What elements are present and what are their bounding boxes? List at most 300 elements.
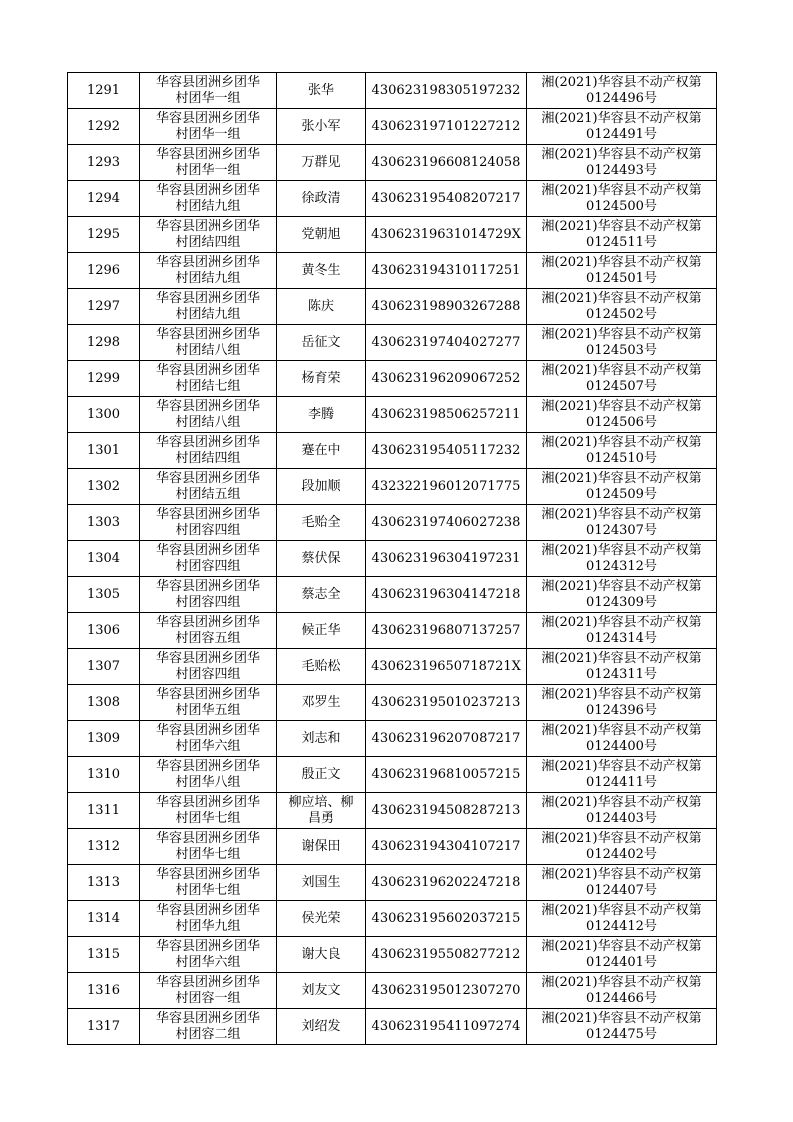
table-row	[68, 361, 717, 397]
cell-address-line: 华容县团洲乡团华	[155, 650, 260, 666]
cell-address	[140, 973, 277, 1009]
cell-number: 1300	[68, 397, 140, 433]
cell-number: 1305	[68, 577, 140, 613]
cell-address-line: 村团华八组	[175, 774, 241, 790]
cell-address	[140, 937, 277, 973]
table-row	[68, 433, 717, 469]
cell-certificate-number-line: 0124396号	[586, 702, 657, 718]
cell-address	[140, 721, 277, 757]
cell-id-number: 430623196807137257	[366, 613, 527, 649]
cell-owner-name-line: 段加顺	[301, 478, 341, 494]
cell-address	[140, 217, 277, 253]
cell-number: 1311	[68, 793, 140, 829]
cell-address-line: 村团华五组	[175, 702, 241, 718]
cell-address-line: 村团华七组	[175, 882, 241, 898]
cell-id-number: 430623195508277212	[366, 937, 527, 973]
cell-id-number: 430623196810057215	[366, 757, 527, 793]
cell-id-number: 430623197406027238	[366, 505, 527, 541]
cell-address-line: 村团结九组	[175, 306, 241, 322]
cell-owner-name	[277, 109, 366, 145]
cell-certificate-number-line: 0124307号	[586, 522, 657, 538]
cell-id-number: 430623196304197231	[366, 541, 527, 577]
cell-number: 1314	[68, 901, 140, 937]
cell-certificate-number-line: 湘(2021)华容县不动产权第	[541, 830, 702, 846]
cell-certificate-number	[527, 793, 717, 829]
cell-number: 1294	[68, 181, 140, 217]
cell-certificate-number-line: 0124311号	[586, 666, 657, 682]
cell-certificate-number-line: 湘(2021)华容县不动产权第	[541, 578, 702, 594]
cell-number: 1291	[68, 73, 140, 109]
cell-address-line: 华容县团洲乡团华	[155, 758, 260, 774]
cell-id-number: 430623196202247218	[366, 865, 527, 901]
cell-address-line: 村团容四组	[175, 594, 241, 610]
cell-owner-name	[277, 541, 366, 577]
cell-certificate-number-line: 湘(2021)华容县不动产权第	[541, 506, 702, 522]
cell-certificate-number-line: 0124312号	[586, 558, 657, 574]
cell-id-number: 430623196207087217	[366, 721, 527, 757]
cell-id-number: 43062319650718721X	[366, 649, 527, 685]
cell-address-line: 华容县团洲乡团华	[155, 470, 260, 486]
cell-certificate-number-line: 湘(2021)华容县不动产权第	[541, 434, 702, 450]
cell-number: 1309	[68, 721, 140, 757]
cell-address	[140, 865, 277, 901]
cell-certificate-number	[527, 145, 717, 181]
table-row	[68, 289, 717, 325]
cell-address	[140, 145, 277, 181]
cell-certificate-number	[527, 829, 717, 865]
cell-id-number: 430623198305197232	[366, 73, 527, 109]
cell-certificate-number	[527, 541, 717, 577]
cell-address	[140, 829, 277, 865]
cell-owner-name-line: 蔡志全	[301, 586, 341, 602]
cell-certificate-number	[527, 433, 717, 469]
cell-number: 1292	[68, 109, 140, 145]
cell-id-number: 432322196012071775	[366, 469, 527, 505]
cell-owner-name-line: 张华	[307, 82, 334, 98]
cell-address-line: 村团结九组	[175, 270, 241, 286]
table-row	[68, 397, 717, 433]
cell-number: 1308	[68, 685, 140, 721]
cell-id-number: 43062319631014729X	[366, 217, 527, 253]
cell-address-line: 华容县团洲乡团华	[155, 938, 260, 954]
table-row	[68, 757, 717, 793]
cell-address-line: 村团华七组	[175, 810, 241, 826]
cell-address-line: 华容县团洲乡团华	[155, 398, 260, 414]
cell-certificate-number-line: 0124493号	[586, 162, 657, 178]
cell-owner-name-line: 刘志和	[301, 730, 341, 746]
cell-owner-name-line: 岳征文	[301, 334, 341, 350]
cell-number: 1302	[68, 469, 140, 505]
cell-owner-name	[277, 325, 366, 361]
cell-address	[140, 577, 277, 613]
cell-address-line: 村团华一组	[175, 162, 241, 178]
cell-owner-name-line: 邓罗生	[301, 694, 341, 710]
cell-owner-name-line: 柳应培、柳	[288, 794, 354, 810]
cell-address-line: 村团华六组	[175, 738, 241, 754]
cell-owner-name	[277, 829, 366, 865]
property-rights-table	[67, 72, 717, 1045]
cell-address	[140, 433, 277, 469]
cell-certificate-number	[527, 1009, 717, 1045]
cell-certificate-number	[527, 109, 717, 145]
cell-certificate-number-line: 0124475号	[586, 1026, 657, 1042]
cell-owner-name	[277, 685, 366, 721]
cell-owner-name	[277, 181, 366, 217]
cell-address	[140, 793, 277, 829]
cell-certificate-number	[527, 865, 717, 901]
cell-number: 1306	[68, 613, 140, 649]
cell-owner-name-line: 黄冬生	[301, 262, 341, 278]
cell-certificate-number-line: 0124412号	[586, 918, 657, 934]
table-row	[68, 865, 717, 901]
cell-certificate-number-line: 0124503号	[586, 342, 657, 358]
cell-address-line: 华容县团洲乡团华	[155, 434, 260, 450]
cell-certificate-number-line: 湘(2021)华容县不动产权第	[541, 290, 702, 306]
cell-address-line: 华容县团洲乡团华	[155, 830, 260, 846]
cell-id-number: 430623195405117232	[366, 433, 527, 469]
cell-owner-name	[277, 793, 366, 829]
cell-certificate-number	[527, 469, 717, 505]
cell-certificate-number-line: 0124402号	[586, 846, 657, 862]
cell-address-line: 村团华一组	[175, 90, 241, 106]
cell-id-number: 430623195012307270	[366, 973, 527, 1009]
cell-number: 1307	[68, 649, 140, 685]
cell-certificate-number-line: 0124509号	[586, 486, 657, 502]
cell-certificate-number-line: 湘(2021)华容县不动产权第	[541, 74, 702, 90]
cell-address-line: 村团容四组	[175, 666, 241, 682]
cell-id-number: 430623195602037215	[366, 901, 527, 937]
cell-id-number: 430623197404027277	[366, 325, 527, 361]
cell-certificate-number-line: 湘(2021)华容县不动产权第	[541, 542, 702, 558]
cell-certificate-number-line: 湘(2021)华容县不动产权第	[541, 470, 702, 486]
table-row	[68, 505, 717, 541]
cell-certificate-number	[527, 613, 717, 649]
cell-number: 1298	[68, 325, 140, 361]
cell-address-line: 华容县团洲乡团华	[155, 902, 260, 918]
cell-certificate-number-line: 湘(2021)华容县不动产权第	[541, 722, 702, 738]
cell-certificate-number-line: 湘(2021)华容县不动产权第	[541, 182, 702, 198]
cell-address-line: 华容县团洲乡团华	[155, 182, 260, 198]
cell-id-number: 430623195010237213	[366, 685, 527, 721]
cell-owner-name-line: 蹇在中	[301, 442, 341, 458]
cell-id-number: 430623194310117251	[366, 253, 527, 289]
cell-owner-name	[277, 397, 366, 433]
cell-certificate-number	[527, 217, 717, 253]
cell-certificate-number-line: 0124491号	[586, 126, 657, 142]
table-row	[68, 73, 717, 109]
cell-address-line: 华容县团洲乡团华	[155, 866, 260, 882]
cell-owner-name	[277, 469, 366, 505]
cell-owner-name-line: 刘友文	[301, 982, 341, 998]
cell-certificate-number	[527, 505, 717, 541]
cell-address	[140, 649, 277, 685]
cell-address	[140, 469, 277, 505]
cell-address-line: 华容县团洲乡团华	[155, 686, 260, 702]
cell-certificate-number	[527, 253, 717, 289]
cell-id-number: 430623195411097274	[366, 1009, 527, 1045]
cell-number: 1304	[68, 541, 140, 577]
cell-certificate-number-line: 0124403号	[586, 810, 657, 826]
cell-certificate-number	[527, 901, 717, 937]
cell-address	[140, 253, 277, 289]
cell-address	[140, 109, 277, 145]
cell-address	[140, 1009, 277, 1045]
cell-address	[140, 289, 277, 325]
cell-owner-name	[277, 937, 366, 973]
cell-certificate-number-line: 湘(2021)华容县不动产权第	[541, 146, 702, 162]
cell-owner-name-line: 张小军	[301, 118, 341, 134]
cell-certificate-number-line: 0124502号	[586, 306, 657, 322]
cell-owner-name	[277, 757, 366, 793]
cell-number: 1315	[68, 937, 140, 973]
table-row	[68, 253, 717, 289]
cell-address-line: 村团华九组	[175, 918, 241, 934]
cell-certificate-number-line: 0124511号	[586, 234, 657, 250]
cell-certificate-number-line: 湘(2021)华容县不动产权第	[541, 866, 702, 882]
table-row	[68, 217, 717, 253]
cell-owner-name-line: 谢保田	[301, 838, 341, 854]
cell-certificate-number-line: 湘(2021)华容县不动产权第	[541, 326, 702, 342]
cell-certificate-number-line: 0124400号	[586, 738, 657, 754]
cell-certificate-number	[527, 289, 717, 325]
cell-owner-name-line: 侯光荣	[301, 910, 341, 926]
cell-address	[140, 613, 277, 649]
cell-number: 1299	[68, 361, 140, 397]
cell-owner-name	[277, 73, 366, 109]
table-row	[68, 145, 717, 181]
cell-address-line: 华容县团洲乡团华	[155, 290, 260, 306]
cell-address-line: 村团结八组	[175, 342, 241, 358]
cell-certificate-number-line: 0124510号	[586, 450, 657, 466]
cell-address-line: 村团华一组	[175, 126, 241, 142]
cell-address-line: 华容县团洲乡团华	[155, 110, 260, 126]
cell-id-number: 430623194304107217	[366, 829, 527, 865]
cell-owner-name-line: 昌勇	[307, 810, 334, 826]
cell-address-line: 华容县团洲乡团华	[155, 326, 260, 342]
cell-address-line: 华容县团洲乡团华	[155, 614, 260, 630]
cell-address	[140, 541, 277, 577]
cell-owner-name	[277, 613, 366, 649]
cell-certificate-number-line: 0124500号	[586, 198, 657, 214]
cell-certificate-number	[527, 721, 717, 757]
cell-owner-name	[277, 577, 366, 613]
cell-id-number: 430623194508287213	[366, 793, 527, 829]
cell-certificate-number-line: 0124466号	[586, 990, 657, 1006]
table-row	[68, 577, 717, 613]
table-row	[68, 649, 717, 685]
table-row	[68, 1009, 717, 1045]
cell-address-line: 华容县团洲乡团华	[155, 146, 260, 162]
cell-address	[140, 361, 277, 397]
cell-owner-name	[277, 433, 366, 469]
cell-address-line: 华容县团洲乡团华	[155, 722, 260, 738]
cell-certificate-number-line: 湘(2021)华容县不动产权第	[541, 254, 702, 270]
cell-owner-name	[277, 649, 366, 685]
cell-number: 1301	[68, 433, 140, 469]
cell-certificate-number-line: 湘(2021)华容县不动产权第	[541, 650, 702, 666]
cell-address	[140, 505, 277, 541]
cell-address-line: 华容县团洲乡团华	[155, 218, 260, 234]
cell-certificate-number-line: 湘(2021)华容县不动产权第	[541, 110, 702, 126]
cell-certificate-number-line: 0124507号	[586, 378, 657, 394]
cell-certificate-number	[527, 361, 717, 397]
cell-address-line: 华容县团洲乡团华	[155, 974, 260, 990]
cell-address	[140, 757, 277, 793]
cell-id-number: 430623198903267288	[366, 289, 527, 325]
cell-owner-name	[277, 721, 366, 757]
table-row	[68, 829, 717, 865]
cell-address	[140, 397, 277, 433]
cell-address-line: 村团结八组	[175, 414, 241, 430]
cell-owner-name-line: 谢大良	[301, 946, 341, 962]
cell-certificate-number	[527, 973, 717, 1009]
cell-address	[140, 73, 277, 109]
table-body	[68, 73, 717, 1045]
cell-address-line: 华容县团洲乡团华	[155, 794, 260, 810]
cell-owner-name	[277, 901, 366, 937]
table-row	[68, 325, 717, 361]
cell-number: 1316	[68, 973, 140, 1009]
cell-certificate-number-line: 0124314号	[586, 630, 657, 646]
cell-address-line: 村团容五组	[175, 630, 241, 646]
cell-owner-name	[277, 289, 366, 325]
cell-certificate-number-line: 湘(2021)华容县不动产权第	[541, 902, 702, 918]
cell-address-line: 华容县团洲乡团华	[155, 1010, 260, 1026]
cell-address-line: 华容县团洲乡团华	[155, 362, 260, 378]
table-row	[68, 541, 717, 577]
cell-owner-name	[277, 505, 366, 541]
cell-address-line: 村团容一组	[175, 990, 241, 1006]
table-row	[68, 181, 717, 217]
cell-certificate-number-line: 0124501号	[586, 270, 657, 286]
cell-address	[140, 901, 277, 937]
cell-address-line: 村团结四组	[175, 450, 241, 466]
cell-id-number: 430623197101227212	[366, 109, 527, 145]
cell-owner-name	[277, 973, 366, 1009]
cell-number: 1313	[68, 865, 140, 901]
cell-address-line: 村团华七组	[175, 846, 241, 862]
table-row	[68, 937, 717, 973]
table-row	[68, 793, 717, 829]
cell-owner-name	[277, 253, 366, 289]
cell-address-line: 华容县团洲乡团华	[155, 542, 260, 558]
cell-owner-name-line: 毛贻松	[301, 658, 341, 674]
cell-owner-name-line: 刘国生	[301, 874, 341, 890]
cell-owner-name-line: 党朝旭	[301, 226, 341, 242]
table-row	[68, 973, 717, 1009]
cell-certificate-number-line: 湘(2021)华容县不动产权第	[541, 218, 702, 234]
cell-certificate-number	[527, 937, 717, 973]
cell-certificate-number-line: 湘(2021)华容县不动产权第	[541, 1010, 702, 1026]
cell-address-line: 村团结九组	[175, 198, 241, 214]
cell-id-number: 430623196304147218	[366, 577, 527, 613]
cell-owner-name	[277, 361, 366, 397]
table-row	[68, 901, 717, 937]
cell-id-number: 430623196209067252	[366, 361, 527, 397]
cell-certificate-number-line: 0124496号	[586, 90, 657, 106]
cell-number: 1295	[68, 217, 140, 253]
cell-certificate-number-line: 0124309号	[586, 594, 657, 610]
cell-address-line: 华容县团洲乡团华	[155, 506, 260, 522]
cell-owner-name-line: 殷正文	[301, 766, 341, 782]
cell-owner-name-line: 李腾	[307, 406, 334, 422]
cell-owner-name-line: 杨育荣	[301, 370, 341, 386]
cell-number: 1310	[68, 757, 140, 793]
cell-certificate-number-line: 湘(2021)华容县不动产权第	[541, 362, 702, 378]
cell-number: 1317	[68, 1009, 140, 1045]
cell-certificate-number	[527, 757, 717, 793]
cell-id-number: 430623196608124058	[366, 145, 527, 181]
cell-address	[140, 181, 277, 217]
table-row	[68, 613, 717, 649]
cell-address-line: 村团结五组	[175, 486, 241, 502]
cell-certificate-number	[527, 181, 717, 217]
cell-owner-name-line: 万群见	[301, 154, 341, 170]
cell-address-line: 村团结七组	[175, 378, 241, 394]
cell-address	[140, 325, 277, 361]
cell-number: 1312	[68, 829, 140, 865]
cell-owner-name-line: 徐政清	[301, 190, 341, 206]
cell-owner-name	[277, 1009, 366, 1045]
cell-certificate-number	[527, 685, 717, 721]
cell-id-number: 430623198506257211	[366, 397, 527, 433]
cell-address-line: 村团容四组	[175, 522, 241, 538]
cell-owner-name	[277, 865, 366, 901]
cell-certificate-number	[527, 397, 717, 433]
cell-address-line: 村团容四组	[175, 558, 241, 574]
cell-certificate-number-line: 0124506号	[586, 414, 657, 430]
cell-owner-name	[277, 145, 366, 181]
cell-certificate-number	[527, 577, 717, 613]
cell-address-line: 华容县团洲乡团华	[155, 254, 260, 270]
cell-number: 1303	[68, 505, 140, 541]
cell-number: 1297	[68, 289, 140, 325]
table-row	[68, 721, 717, 757]
cell-address-line: 村团容二组	[175, 1026, 241, 1042]
cell-address-line: 华容县团洲乡团华	[155, 578, 260, 594]
cell-certificate-number-line: 0124407号	[586, 882, 657, 898]
cell-address-line: 华容县团洲乡团华	[155, 74, 260, 90]
cell-certificate-number-line: 湘(2021)华容县不动产权第	[541, 614, 702, 630]
cell-certificate-number	[527, 649, 717, 685]
cell-owner-name-line: 陈庆	[307, 298, 334, 314]
table-row	[68, 469, 717, 505]
cell-address	[140, 685, 277, 721]
table-row	[68, 685, 717, 721]
cell-id-number: 430623195408207217	[366, 181, 527, 217]
cell-certificate-number	[527, 73, 717, 109]
cell-certificate-number-line: 湘(2021)华容县不动产权第	[541, 974, 702, 990]
cell-number: 1293	[68, 145, 140, 181]
cell-owner-name-line: 毛贻全	[301, 514, 341, 530]
cell-owner-name-line: 候正华	[301, 622, 341, 638]
cell-certificate-number-line: 湘(2021)华容县不动产权第	[541, 686, 702, 702]
cell-certificate-number-line: 湘(2021)华容县不动产权第	[541, 938, 702, 954]
cell-certificate-number-line: 湘(2021)华容县不动产权第	[541, 758, 702, 774]
cell-certificate-number-line: 湘(2021)华容县不动产权第	[541, 794, 702, 810]
cell-owner-name-line: 蔡伏保	[301, 550, 341, 566]
cell-number: 1296	[68, 253, 140, 289]
cell-owner-name-line: 刘绍发	[301, 1018, 341, 1034]
cell-certificate-number-line: 0124411号	[586, 774, 657, 790]
cell-certificate-number-line: 0124401号	[586, 954, 657, 970]
cell-owner-name	[277, 217, 366, 253]
cell-certificate-number-line: 湘(2021)华容县不动产权第	[541, 398, 702, 414]
cell-address-line: 村团结四组	[175, 234, 241, 250]
cell-address-line: 村团华六组	[175, 954, 241, 970]
cell-certificate-number	[527, 325, 717, 361]
table-row	[68, 109, 717, 145]
